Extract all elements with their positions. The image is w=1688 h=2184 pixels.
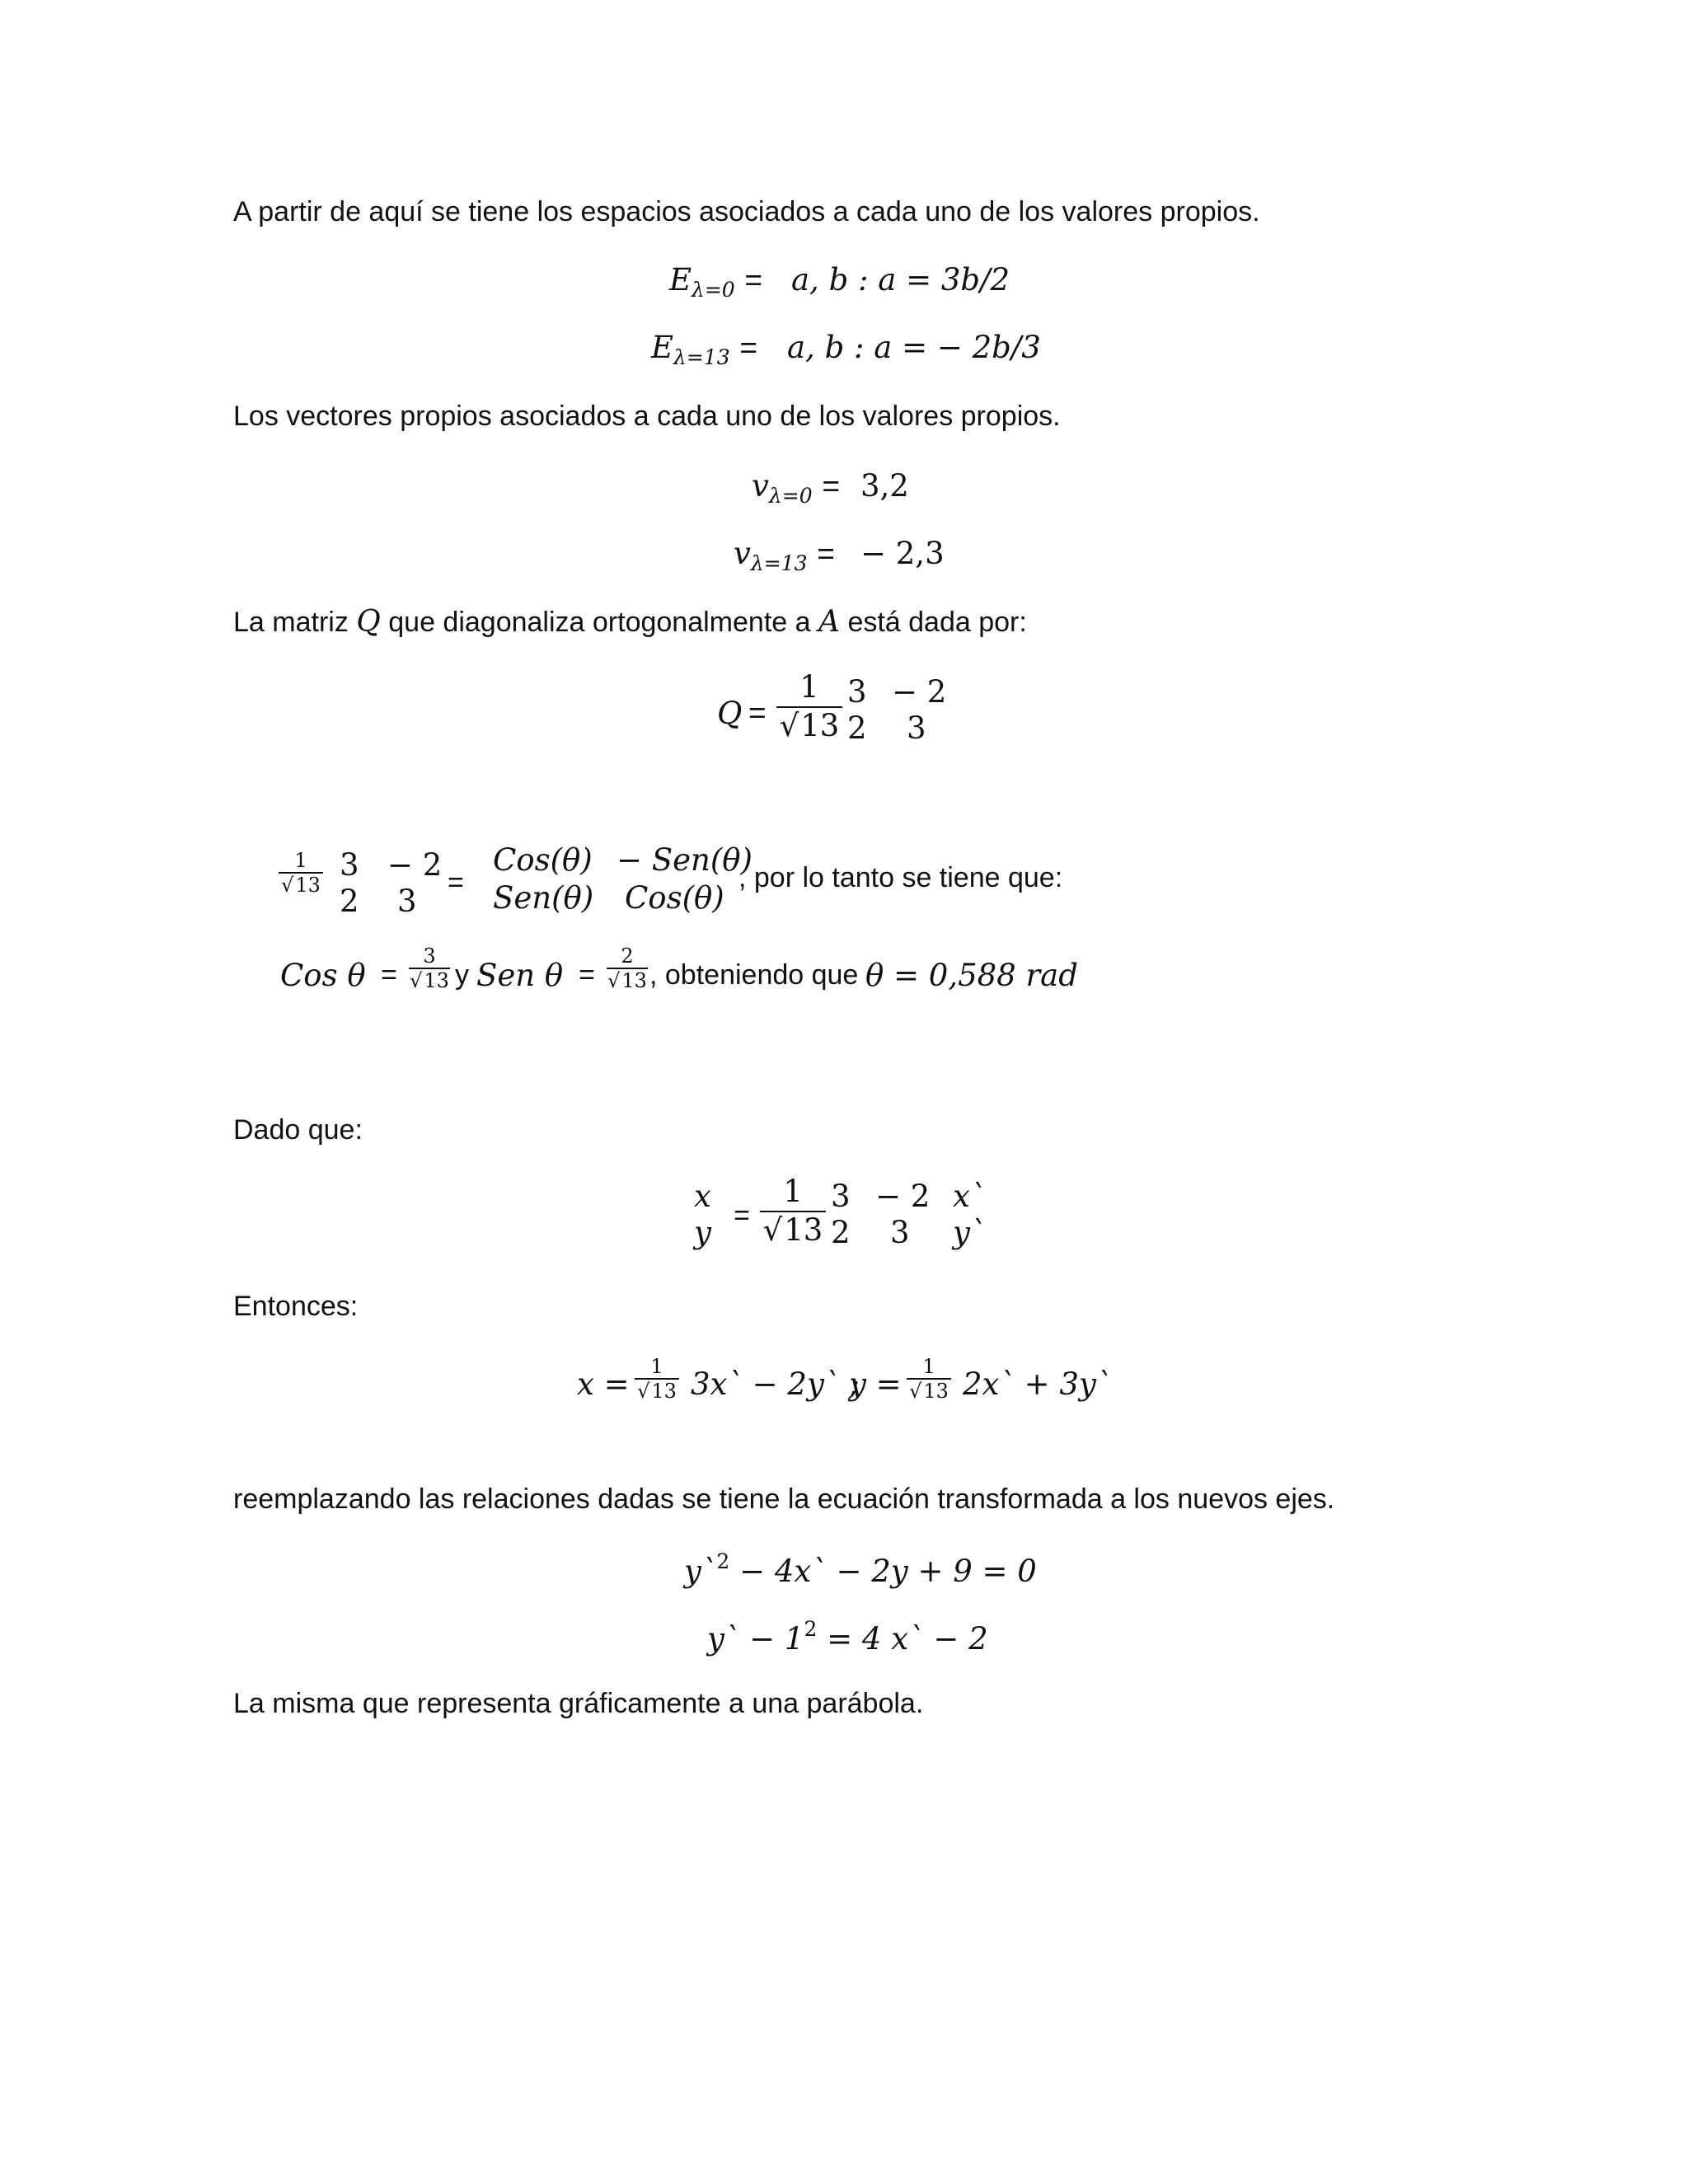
fraction-sen xyxy=(607,944,648,992)
sqrt-sign: √ xyxy=(637,1380,650,1403)
eigenspace-lambda-0 xyxy=(669,262,762,302)
sqrt-sign: √ xyxy=(410,969,423,992)
sqrt-radicand: 13 xyxy=(424,969,449,992)
fraction-denominator xyxy=(279,874,323,897)
text-segment: La matriz xyxy=(233,607,349,638)
fraction-numerator: 3 xyxy=(409,944,450,969)
equals-sign: = xyxy=(748,696,767,729)
eigenspace-symbol: E xyxy=(651,330,674,365)
fraction xyxy=(279,849,323,897)
paragraph-reemplazando: reemplazando las relaciones dadas se tiene la ecuación transformada a los nuevos ejes. xyxy=(233,1483,1335,1515)
symbol-a: A xyxy=(818,605,840,639)
var-x: x xyxy=(694,1179,711,1214)
fraction-denominator xyxy=(776,708,842,743)
eigenspace-symbol: E xyxy=(669,262,692,298)
matrix-entry-22: 3 xyxy=(397,883,417,919)
paragraph-intro-spaces: A partir de aquí se tiene los espacios asociados a cada uno de los valores propios. xyxy=(233,196,1260,227)
eigenspace-subscript: λ=13 xyxy=(673,345,730,369)
eigenspace-subscript: λ=0 xyxy=(692,278,735,302)
matrix-entry-21: 2 xyxy=(340,883,359,919)
equals-sign: = xyxy=(817,537,835,570)
rotation-entry-12: − Sen(θ) xyxy=(617,842,753,878)
eigenvector-symbol: v xyxy=(752,468,769,504)
sqrt-sign: √ xyxy=(762,1212,783,1248)
paragraph-dado-que: Dado que: xyxy=(233,1114,363,1146)
unit-rad: rad xyxy=(1025,958,1078,993)
fraction xyxy=(635,1355,679,1403)
rotation-entry-22: Cos(θ) xyxy=(625,880,724,916)
eigenvector-subscript: λ=13 xyxy=(750,551,808,575)
exponent: 2 xyxy=(804,1617,818,1641)
matrix-entry-21: 2 xyxy=(831,1215,851,1250)
equation-part: y` − 1 xyxy=(707,1621,804,1657)
matrix-entry-12: − 2 xyxy=(875,1179,931,1214)
fraction-numerator: 2 xyxy=(607,944,648,969)
equation-part: y` xyxy=(684,1554,717,1589)
eigenvector-symbol: v xyxy=(734,536,751,571)
eigenspace-lambda-13-rhs: a, b : a = − 2b/3 xyxy=(787,330,1041,365)
theta-value xyxy=(865,958,1078,993)
equals-sign: = xyxy=(448,867,464,898)
fraction-denominator xyxy=(607,969,648,992)
matrix-entry-11: 3 xyxy=(847,674,867,710)
equals-sign: = xyxy=(739,330,757,364)
paragraph-entonces: Entonces: xyxy=(233,1291,359,1322)
theta-symbol-value: θ = 0,588 xyxy=(865,958,1016,993)
equals-sign: = xyxy=(734,1200,750,1231)
var-y-prime: y` xyxy=(953,1215,986,1250)
parabola-equation xyxy=(707,1617,988,1657)
sqrt-sign: √ xyxy=(909,1380,922,1403)
matrix-entry-12: − 2 xyxy=(387,847,443,883)
y-rhs: 2x` + 3y` xyxy=(963,1366,1112,1402)
equals-sign: = xyxy=(381,959,397,991)
symbol-q: Q xyxy=(356,605,381,639)
sqrt-radicand: 13 xyxy=(621,969,647,992)
fraction-denominator xyxy=(907,1380,951,1403)
q-symbol: Q xyxy=(717,696,743,731)
sqrt-sign: √ xyxy=(779,708,799,743)
sqrt-sign: √ xyxy=(607,969,621,992)
matrix-entry-11: 3 xyxy=(831,1179,851,1214)
matrix-entry-12: − 2 xyxy=(892,674,947,710)
fraction-numerator: 1 xyxy=(760,1174,826,1212)
eigenvector-lambda-0-rhs: 3,2 xyxy=(860,468,909,504)
sqrt-radicand: 13 xyxy=(295,874,321,897)
eigenvector-lambda-13 xyxy=(734,536,835,575)
matrix-entry-22: 3 xyxy=(890,1215,910,1250)
paragraph-eigenvectors: Los vectores propios asociados a cada uno de los valores propios. xyxy=(233,401,1061,432)
matrix-entry-22: 3 xyxy=(907,710,926,746)
sqrt-radicand: 13 xyxy=(784,1212,823,1248)
x-rhs: 3x` − 2y` ; xyxy=(691,1366,860,1402)
transformed-equation xyxy=(684,1549,1037,1589)
equation-part: − 4x` − 2y + 9 = 0 xyxy=(729,1554,1037,1589)
rotation-tail-text: , por lo tanto se tiene que: xyxy=(738,862,1063,893)
var-y: y xyxy=(694,1215,711,1250)
fraction-denominator xyxy=(760,1212,826,1248)
matrix-entry-21: 2 xyxy=(847,710,867,746)
equation-part: = 4 x` − 2 xyxy=(817,1621,988,1657)
var-x-prime: x` xyxy=(953,1179,986,1214)
eigenvector-subscript: λ=0 xyxy=(768,484,813,508)
rotation-matrix-equation xyxy=(279,842,1103,925)
text-segment: está dada por: xyxy=(847,607,1027,638)
rotation-entry-11: Cos(θ) xyxy=(493,842,593,878)
equals-sign: = xyxy=(822,469,840,503)
sqrt-radicand: 13 xyxy=(923,1380,949,1403)
eigenvector-lambda-0 xyxy=(752,468,840,508)
fraction-denominator xyxy=(409,969,450,992)
y-lhs: y = xyxy=(849,1366,902,1402)
exponent: 2 xyxy=(716,1549,730,1573)
eigenvector-lambda-13-rhs: − 2,3 xyxy=(860,536,945,571)
transform-equation xyxy=(691,1174,1020,1264)
sqrt-radicand: 13 xyxy=(651,1380,677,1403)
fraction xyxy=(760,1174,826,1248)
sqrt-sign: √ xyxy=(281,874,294,897)
rotation-entry-21: Sen(θ) xyxy=(493,880,594,916)
sqrt-radicand: 13 xyxy=(800,708,840,743)
angle-equation xyxy=(279,943,1103,1009)
matrix-entry-11: 3 xyxy=(340,847,359,883)
fraction xyxy=(907,1355,951,1403)
fraction-denominator xyxy=(635,1380,679,1403)
eigenspace-lambda-13 xyxy=(651,330,757,369)
fraction-numerator: 1 xyxy=(635,1355,679,1380)
sen-theta: Sen θ xyxy=(476,958,564,993)
fraction-numerator: 1 xyxy=(279,849,323,874)
conjunction-y: y xyxy=(455,959,469,991)
equals-sign: = xyxy=(744,263,763,297)
equals-sign: = xyxy=(579,959,595,991)
fraction-numerator: 1 xyxy=(776,669,842,708)
angle-tail-text: , obteniendo que xyxy=(649,959,859,991)
eigenspace-lambda-0-rhs: a, b : a = 3b/2 xyxy=(791,262,1010,298)
paragraph-matrix-q xyxy=(233,605,1027,639)
relations-equation xyxy=(577,1350,1112,1416)
x-lhs: x = xyxy=(577,1366,630,1402)
q-matrix-equation xyxy=(717,669,981,760)
fraction xyxy=(776,669,842,743)
fraction-numerator: 1 xyxy=(907,1355,951,1380)
paragraph-parabola: La misma que representa gráficamente a una parábola. xyxy=(233,1688,924,1719)
fraction-cos xyxy=(409,944,450,992)
text-segment: que diagonaliza ortogonalmente a xyxy=(388,607,811,638)
cos-theta: Cos θ xyxy=(280,958,366,993)
